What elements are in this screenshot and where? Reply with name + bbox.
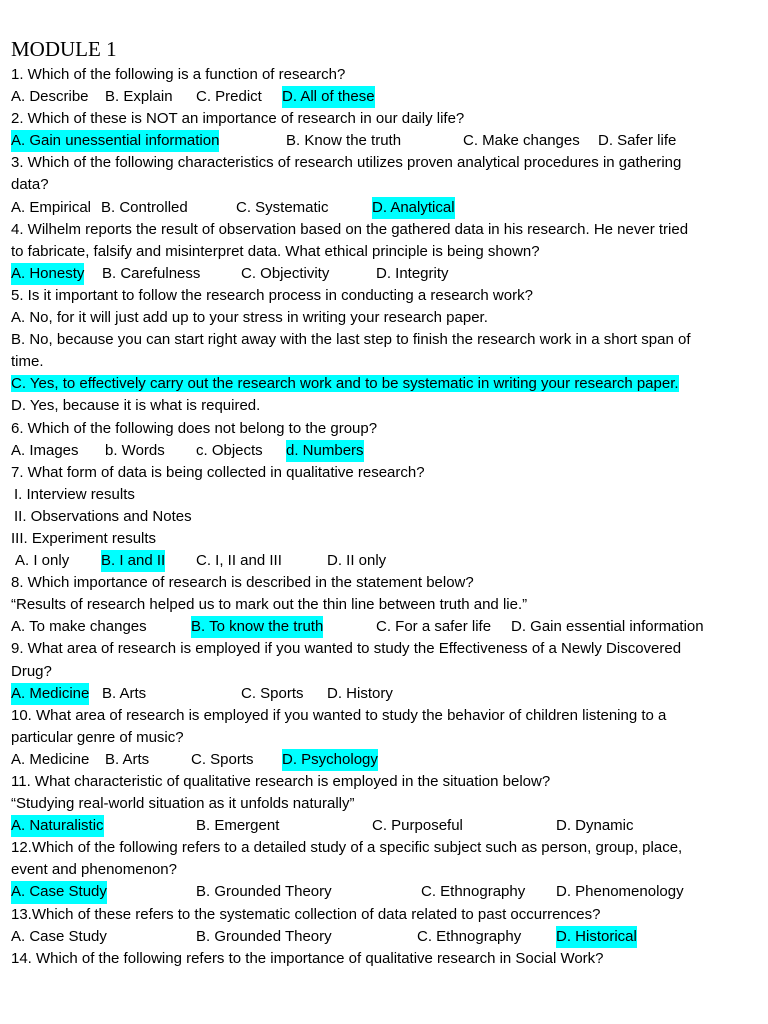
question-2-options: [11, 130, 757, 152]
option-c: C. Systematic: [236, 198, 329, 216]
option-a-answer: A. Case Study: [11, 881, 107, 903]
option-a: A. Images: [11, 441, 79, 459]
option-c: C. Sports: [241, 684, 304, 702]
question-10-line-1: 10. What area of research is employed if you wanted to study the behavior of children listening to a: [11, 706, 667, 724]
question-4-line-2: to fabricate, falsify and misinterpret data. What ethical principle is being shown?: [11, 242, 540, 260]
question-1: 1. Which of the following is a function of research?: [11, 66, 346, 83]
option-b: B. Controlled: [101, 198, 188, 216]
option-d: D. Phenomenology: [556, 883, 684, 901]
question-5: 5. Is it important to follow the research process in conducting a research work?: [11, 286, 533, 304]
option-a-answer: A. Naturalistic: [11, 815, 104, 837]
option-b: B. Carefulness: [102, 264, 201, 282]
option-d: D. History: [327, 684, 393, 702]
question-14: 14. Which of the following refers to the importance of qualitative research in Social Work?: [11, 949, 604, 967]
question-11: 11. What characteristic of qualitative research is employed in the situation below?: [11, 773, 551, 790]
option-d-answer: D. All of these: [282, 86, 375, 108]
question-6-options: [11, 440, 757, 462]
option-a-answer: A. Gain unessential information: [11, 130, 219, 152]
question-4-line-1: 4. Wilhelm reports the result of observation based on the gathered data in his research. He never tried: [11, 220, 689, 238]
option-d-answer: d. Numbers: [286, 440, 364, 462]
option-b-answer: B. To know the truth: [191, 616, 323, 638]
question-5-option-b-line-2: time.: [11, 353, 44, 371]
option-d-answer: D. Psychology: [282, 749, 378, 771]
question-1-options: [11, 86, 757, 108]
option-b: B. Explain: [105, 88, 173, 106]
option-b: B. Know the truth: [286, 132, 402, 150]
question-13-options: [11, 926, 757, 948]
question-11-quote: “Studying real-world situation as it unfolds naturally”: [11, 795, 355, 813]
option-c: C. Purposeful: [372, 817, 463, 835]
question-9-line-2: Drug?: [11, 662, 52, 680]
question-9-line-1: 9. What area of research is employed if you wanted to study the Effectiveness of a Newly Discovered: [11, 640, 682, 658]
option-a: A. To make changes: [11, 618, 147, 636]
option-c: C. Sports: [191, 750, 254, 768]
question-7: 7. What form of data is being collected in qualitative research?: [11, 463, 425, 481]
module-title: MODULE 1: [11, 37, 117, 61]
option-c: C. Objectivity: [241, 264, 330, 282]
question-12-line-2: event and phenomenon?: [11, 861, 177, 879]
option-c: c. Objects: [196, 441, 263, 459]
question-5-option-d: D. Yes, because it is what is required.: [11, 397, 261, 415]
option-d-answer: D. Analytical: [372, 197, 455, 219]
question-2: 2. Which of these is NOT an importance of research in our daily life?: [11, 110, 465, 128]
option-c: C. Make changes: [463, 132, 580, 150]
option-b: B. Grounded Theory: [196, 927, 332, 945]
option-a-answer: A. Honesty: [11, 263, 84, 285]
question-9-options: [11, 683, 757, 705]
document-page: [11, 36, 757, 970]
option-b: B. Arts: [105, 750, 150, 768]
question-3-line-2: data?: [11, 176, 49, 194]
option-c: C. I, II and III: [196, 552, 282, 570]
question-4-options: [11, 263, 757, 285]
option-b: B. Arts: [102, 684, 147, 702]
option-c: C. Ethnography: [417, 927, 522, 945]
option-b: B. Emergent: [196, 817, 280, 835]
question-7-item-1: I. Interview results: [14, 485, 135, 503]
option-c: C. For a safer life: [376, 618, 492, 636]
question-8: 8. Which importance of research is described in the statement below?: [11, 574, 474, 592]
option-b: B. Grounded Theory: [196, 883, 332, 901]
question-8-options: [11, 616, 757, 638]
option-d: D. Integrity: [376, 264, 449, 282]
question-10-line-2: particular genre of music?: [11, 728, 184, 746]
question-10-options: [11, 749, 757, 771]
question-7-item-2: II. Observations and Notes: [14, 507, 192, 525]
question-13: 13.Which of these refers to the systematic collection of data related to past occurrences?: [11, 905, 601, 923]
question-5-option-c-answer: C. Yes, to effectively carry out the research work and to be systematic in writing your research paper.: [11, 375, 679, 393]
option-a: A. Describe: [11, 88, 89, 106]
question-3-line-1: 3. Which of the following characteristics of research utilizes proven analytical procedures in gathering: [11, 154, 682, 172]
question-7-options: [11, 550, 757, 572]
option-d: D. Safer life: [598, 132, 677, 150]
option-a: A. Empirical: [11, 198, 92, 216]
option-a: A. I only: [15, 552, 70, 570]
question-7-item-3: III. Experiment results: [11, 529, 157, 547]
question-8-quote: “Results of research helped us to mark out the thin line between truth and lie.”: [11, 596, 528, 614]
option-a: A. Case Study: [11, 927, 107, 945]
question-6: 6. Which of the following does not belong to the group?: [11, 419, 378, 437]
question-12-options: [11, 881, 757, 903]
option-d-answer: D. Historical: [556, 926, 637, 948]
question-11-options: [11, 815, 757, 837]
question-3-options: [11, 197, 757, 219]
question-12-line-1: 12.Which of the following refers to a detailed study of a specific subject such as person, group, place,: [11, 839, 683, 857]
option-c: C. Predict: [196, 88, 262, 106]
option-d: D. II only: [327, 552, 387, 570]
option-d: D. Gain essential information: [511, 618, 704, 636]
option-b: b. Words: [105, 441, 165, 459]
option-d: D. Dynamic: [556, 817, 634, 835]
question-5-option-b-line-1: B. No, because you can start right away with the last step to finish the research work in a short span of: [11, 331, 691, 349]
option-b-answer: B. I and II: [101, 550, 165, 572]
option-a-answer: A. Medicine: [11, 683, 89, 705]
option-a: A. Medicine: [11, 750, 90, 768]
option-c: C. Ethnography: [421, 883, 526, 901]
question-5-option-a: A. No, for it will just add up to your stress in writing your research paper.: [11, 309, 488, 327]
